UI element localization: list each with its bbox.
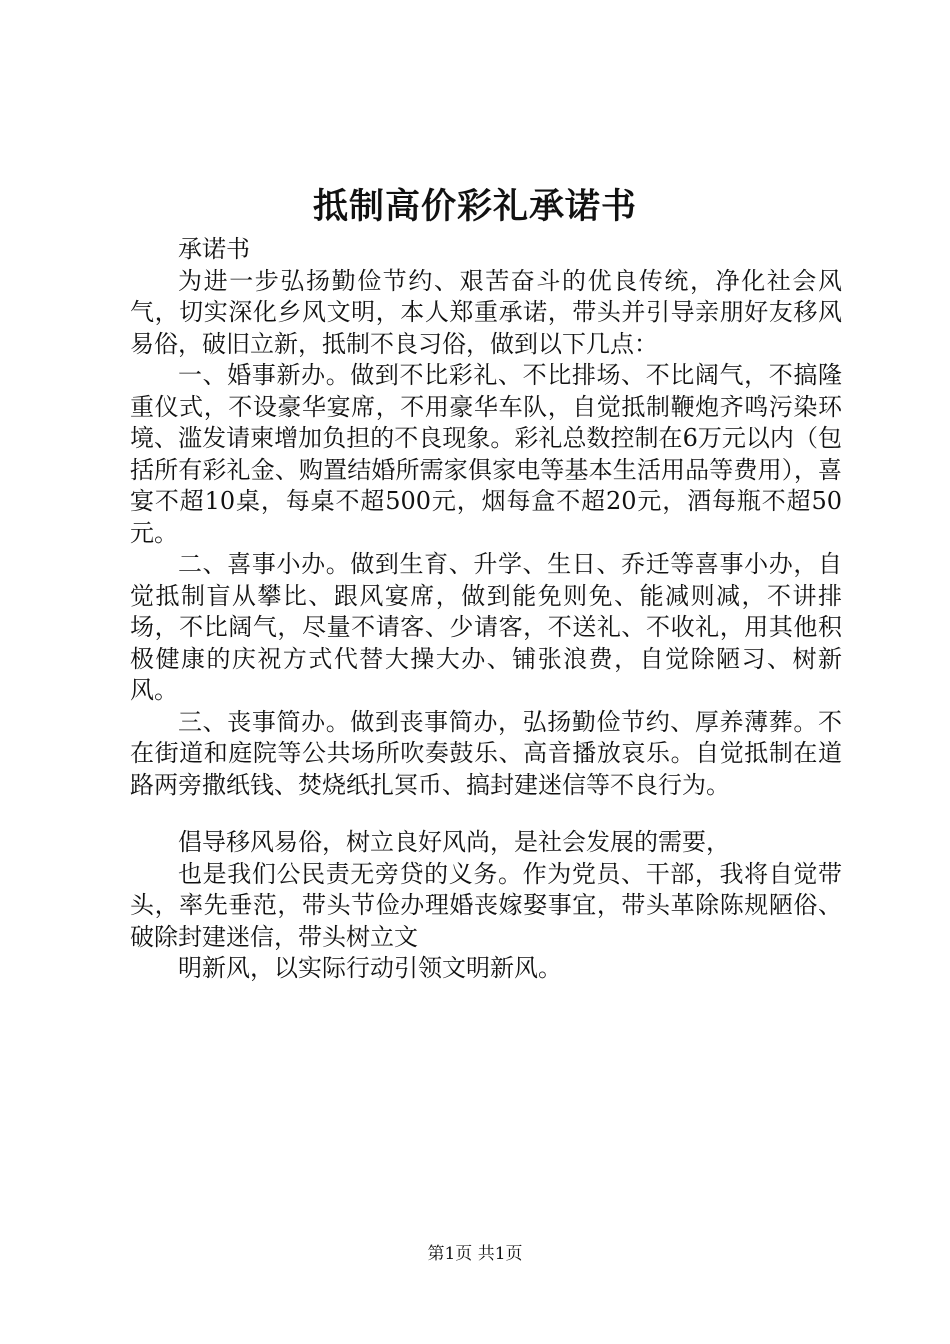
paragraph-funeral: 三、丧事简办。做到丧事简办，弘扬勤俭节约、厚养薄葬。不在街道和庭院等公共场所吹奏鼓乐、高音播放哀乐。自觉抵制在道路两旁撒纸钱、焚烧纸扎冥币、搞封建迷信等不良行为。 — [130, 707, 842, 799]
paragraph-advocacy: 倡导移风易俗，树立良好风尚，是社会发展的需要， — [178, 828, 730, 856]
document-title: 抵制高价彩礼承诺书 — [312, 186, 637, 227]
paragraph-celebration: 二、喜事小办。做到生育、升学、生日、乔迁等喜事小办，自觉抵制盲从攀比、跟风宴席，做到能免则免、能减则减，不讲排场，不比阔气，尽量不请客、少请客，不送礼、不收礼，用其他积极健康的庆祝方式代替大操大办、铺张浪费，自觉除陋习、树新风。 — [130, 550, 842, 704]
paragraph-commitment: 也是我们公民责无旁贷的义务。作为党员、干部，我将自觉带头，率先垂范，带头节俭办理婚丧嫁娶事宜，带头革除陈规陋俗、破除封建迷信，带头树立文 — [130, 859, 842, 951]
document-body — [130, 234, 842, 985]
paragraph-closing: 明新风，以实际行动引领文明新风。 — [178, 954, 562, 982]
paragraph-heading: 承诺书 — [178, 235, 250, 263]
page-indicator: 第1页 共1页 — [427, 1244, 523, 1264]
paragraph-spacer — [130, 801, 842, 827]
paragraph-wedding: 一、婚事新办。做到不比彩礼、不比排场、不比阔气，不搞隆重仪式，不设豪华宴席，不用豪华车队，自觉抵制鞭炮齐鸣污染环境、滥发请柬增加负担的不良现象。彩礼总数控制在6万元以内（包括所有彩礼金、购置结婚所需家俱家电等基本生活用品等费用），喜宴不超10桌，每桌不超500元，烟每盒不超20元，酒每瓶不超50元。 — [130, 361, 842, 547]
paragraph-intro: 为进一步弘扬勤俭节约、艰苦奋斗的优良传统，净化社会风气，切实深化乡风文明，本人郑重承诺，带头并引导亲朋好友移风易俗，破旧立新，抵制不良习俗，做到以下几点： — [130, 266, 842, 358]
